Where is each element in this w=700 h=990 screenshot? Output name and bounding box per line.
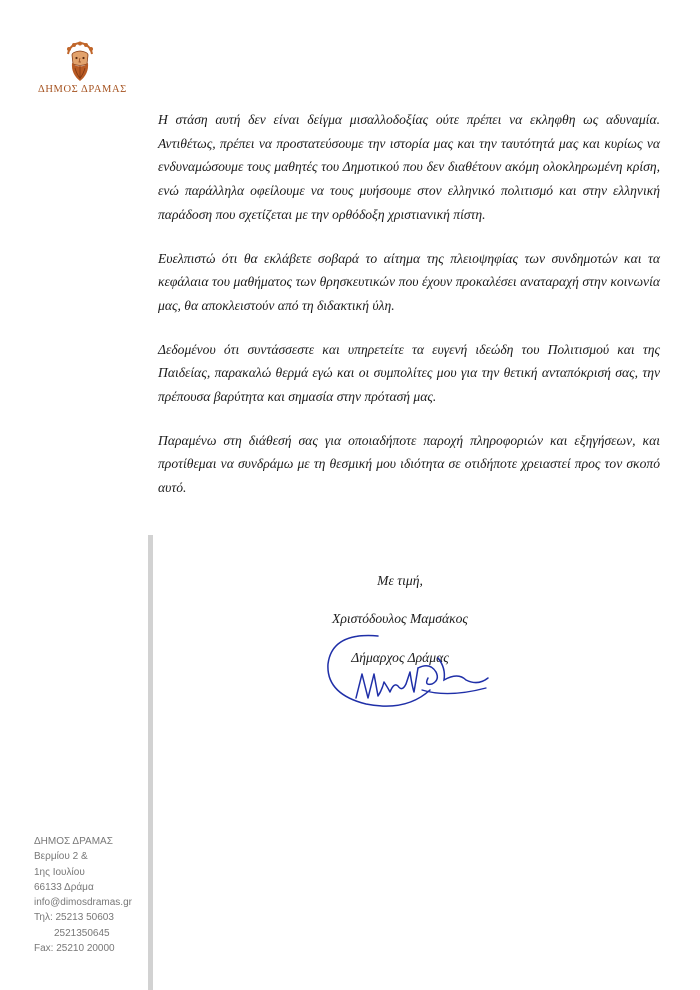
footer-postal: 66133 Δράμα — [34, 881, 94, 893]
body-paragraph: Παραμένω στη διάθεσή σας για οποιαδήποτε παροχή πληροφοριών και εξηγήσεων, και προτίθεμαι να συνδράμω με τη θεσμική μου ιδιότητα σε οτιδήποτε χρειαστεί προς τον σκοπό αυτό. — [158, 432, 660, 496]
margin-rule — [148, 535, 153, 990]
footer-street: Βερμίου 2 & — [34, 851, 88, 863]
footer-phone-2: 2521350645 — [54, 927, 110, 939]
footer-org-name: ΔΗΜΟΣ ΔΡΑΜΑΣ — [34, 836, 113, 847]
footer-contact — [34, 834, 132, 956]
signatory-name: Χριστόδουλος Μαμσάκος — [332, 611, 468, 626]
footer-fax: Fax: 25210 20000 — [34, 943, 115, 955]
municipality-name: ΔΗΜΟΣ ΔΡΑΜΑΣ — [38, 84, 127, 95]
body-paragraph: Δεδομένου ότι συντάσσεστε και υπηρετείτε τα ευγενή ιδεώδη του Πολιτισμού και της Παιδείας, παρακαλώ θερμά εγώ και οι συμπολίτες μου για την θετική ανταπόκρισή σας, την πρέπουσα βαρύτητα και σημασία στην πρότασή μας. — [158, 341, 660, 405]
letter-body — [158, 108, 660, 520]
handwritten-signature — [318, 628, 498, 718]
footer-street-2: 1ης Ιουλίου — [34, 866, 85, 878]
body-paragraph: Η στάση αυτή δεν είναι δείγμα μισαλλοδοξίας ούτε πρέπει να εκληφθη ως αδυναμία. Αντιθέτως, πρέπει να προστατεύσουμε την ιστορία μας και την ταυτότητά μας και κυρίως να ενδυναμώσουμε τους μαθητές του Δημοτικού που δεν διαθέτουν ακόμη ολοκληρωμένη κρίση, ενώ παράλληλα οφείλουμε να τους μυήσουμε στον ελληνικό πολιτισμό και στην ελληνική παράδοση που σχετίζεται με την ορθόδοξη χριστιανική πίστη. — [158, 112, 660, 222]
body-paragraph: Ευελπιστώ ότι θα εκλάβετε σοβαρά το αίτημα της πλειοψηφίας των συνδημοτών και τα κεφάλαια του μαθήματος των θρησκευτικών που έχουν προκαλέσει αναταραχή στην κοινωνία μας, θα αποκλειστούν από τη διδακτική ύλη. — [158, 250, 660, 313]
signatory-title: Δήμαρχος Δράμας — [351, 650, 449, 665]
closing-salutation: Με τιμή, — [377, 573, 423, 588]
footer-phone: Τηλ: 25213 50603 — [34, 912, 114, 924]
footer-email: info@dimosdramas.gr — [34, 897, 132, 909]
municipal-emblem-icon — [60, 40, 100, 84]
